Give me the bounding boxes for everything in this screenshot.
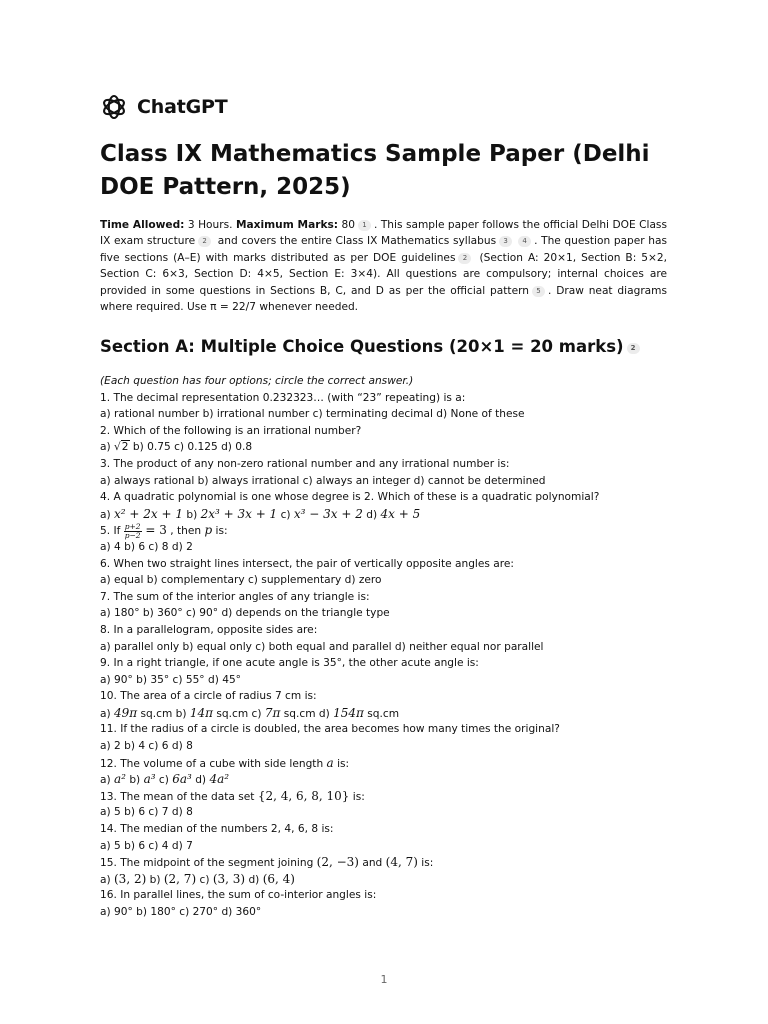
question-7: 7. The sum of the interior angles of any triangle is: (100, 590, 370, 603)
question-15 (100, 854, 670, 871)
citation-badge[interactable]: 4 (518, 236, 531, 247)
math-expression: x² + 2x + 1 (114, 506, 183, 521)
question-text: is: (212, 525, 228, 538)
question-text: and (358, 857, 386, 870)
brand-header (100, 93, 227, 121)
intro-text: . Draw neat diagrams where required. Use π = 22/7 whenever needed. (100, 284, 667, 314)
option-label: a) (100, 873, 114, 886)
math-expression: 6a³ (172, 772, 192, 787)
question-12-options (100, 771, 670, 788)
fraction-numerator: p+2 (124, 522, 141, 532)
question-8-options: a) parallel only b) equal only c) both equal and parallel d) neither equal nor parallel (100, 640, 544, 653)
option-label: b) (125, 774, 144, 787)
brand-name: ChatGPT (137, 96, 228, 118)
question-text: 15. The midpoint of the segment joining (100, 857, 317, 870)
intro-paragraph (100, 217, 667, 315)
question-14: 14. The median of the numbers 2, 4, 6, 8 is: (100, 823, 334, 836)
math-expression: 14π (189, 705, 214, 720)
math-expression: (3, 2) (114, 871, 147, 886)
option-label: b) (182, 508, 201, 521)
math-expression: (2, −3) (316, 855, 359, 870)
page-number: 1 (380, 973, 388, 986)
option-label: c) (155, 774, 173, 787)
option-text: sq.cm d) (280, 707, 334, 720)
option-label: d) (245, 873, 263, 886)
question-text: , then (166, 525, 205, 538)
section-instruction: (Each question has four options; circle the correct answer.) (100, 375, 414, 387)
question-text: is: (333, 757, 350, 770)
option-text: sq.cm (363, 707, 400, 720)
question-10: 10. The area of a circle of radius 7 cm is: (100, 690, 317, 703)
question-2-options (100, 439, 670, 456)
intro-text: and covers the entire Class IX Mathematics syllabus (214, 235, 497, 248)
option-label: b) (146, 873, 164, 886)
question-8: 8. In a parallelogram, opposite sides are: (100, 623, 318, 636)
fraction-denominator: p−2 (124, 531, 141, 541)
question-4: 4. A quadratic polynomial is one whose degree is 2. Which of these is a quadratic polynomial? (100, 491, 600, 504)
question-text: 13. The mean of the data set (100, 790, 258, 803)
option-label: a) (100, 707, 114, 720)
math-expression: (3, 3) (212, 871, 246, 886)
option-label: a) (100, 774, 114, 787)
option-text: b) 0.75 c) 0.125 d) 0.8 (129, 441, 253, 454)
time-value: 3 Hours. (187, 219, 233, 231)
marks-label: Maximum Marks: (235, 219, 339, 231)
option-label: c) (196, 873, 213, 886)
page-title: Class IX Mathematics Sample Paper (Delhi DOE Pattern, 2025) (100, 141, 650, 200)
question-9-options: a) 90° b) 35° c) 55° d) 45° (100, 673, 241, 686)
question-14-options: a) 5 b) 6 c) 4 d) 7 (100, 839, 193, 852)
question-10-options (100, 705, 670, 722)
option-text: sq.cm c) (213, 707, 265, 720)
question-list (100, 373, 670, 921)
math-expression: a³ (143, 772, 156, 787)
question-16-options: a) 90° b) 180° c) 270° d) 360° (100, 906, 262, 918)
option-label: d) (191, 774, 210, 787)
sqrt-symbol: √ (114, 441, 121, 454)
fraction (124, 523, 142, 540)
radicand: 2 (121, 441, 129, 454)
openai-logo-icon (100, 93, 128, 121)
question-6: 6. When two straight lines intersect, the pair of vertically opposite angles are: (100, 557, 514, 570)
question-1: 1. The decimal representation 0.232323… (with “23” repeating) is a: (100, 391, 466, 404)
question-16: 16. In parallel lines, the sum of co-interior angles is: (100, 889, 377, 902)
question-6-options: a) equal b) complementary c) supplementary d) zero (100, 574, 382, 587)
question-text: is: (349, 790, 365, 803)
question-3: 3. The product of any non-zero rational number and any irrational number is: (100, 457, 510, 470)
citation-badge[interactable]: 1 (358, 220, 371, 231)
question-13-options: a) 5 b) 6 c) 7 d) 8 (100, 806, 193, 819)
math-expression: 49π (114, 705, 138, 720)
question-2: 2. Which of the following is an irrational number? (100, 424, 362, 437)
citation-badge[interactable]: 3 (499, 236, 512, 247)
question-text: 5. If (100, 525, 124, 538)
question-12 (100, 755, 670, 772)
intro-text: . The question paper has five sections (A–E) with marks distributed as per DOE guidelines (100, 235, 667, 264)
question-3-options: a) always rational b) always irrational c) always an integer d) cannot be determined (100, 474, 546, 487)
math-variable: a (326, 755, 334, 770)
citation-badge[interactable]: 2 (198, 236, 211, 247)
question-5-options: a) 4 b) 6 c) 8 d) 2 (100, 540, 193, 553)
math-expression: 7π (264, 705, 281, 720)
math-expression: {2, 4, 6, 8, 10} (257, 788, 350, 803)
citation-badge[interactable]: 2 (627, 343, 640, 354)
math-expression: (2, 7) (163, 871, 197, 886)
intro-text: . This sample paper follows the official Delhi DOE Class IX exam structure (100, 219, 667, 248)
section-heading-text: Section A: Multiple Choice Questions (20×1 = 20 marks) (100, 337, 624, 356)
section-a-heading (100, 334, 643, 360)
math-expression: a² (114, 772, 126, 787)
citation-badge[interactable]: 5 (532, 286, 545, 297)
math-expression: 2x³ + 3x + 1 (200, 506, 278, 521)
question-text: 12. The volume of a cube with side length (100, 757, 327, 770)
option-label: d) (362, 508, 381, 521)
question-4-options (100, 506, 670, 523)
math-expression: x³ − 3x + 2 (293, 506, 363, 521)
marks-value: 80 (341, 219, 355, 231)
math-expression: 154π (333, 705, 364, 720)
question-text: is: (417, 857, 434, 870)
math-expression: = 3 (141, 523, 167, 538)
citation-badge[interactable]: 2 (458, 253, 471, 264)
option-text: sq.cm b) (137, 707, 190, 720)
question-9: 9. In a right triangle, if one acute angle is 35°, the other acute angle is: (100, 657, 479, 670)
time-label: Time Allowed: (100, 219, 185, 231)
question-11: 11. If the radius of a circle is doubled, the area becomes how many times the original? (100, 723, 560, 736)
math-expression: 4a² (209, 772, 230, 787)
option-label: c) (277, 508, 294, 521)
option-label: a) (100, 508, 114, 521)
question-15-options (100, 871, 670, 888)
math-variable: p (204, 523, 213, 538)
intro-text: (Section A: 20×1, Section B: 5×2, Section C: 6×3, Section D: 4×5, Section E: 3×4). All questions are compulsory; internal choices are provided in some questions in Sections B, C, and D as per the official pattern (100, 251, 667, 297)
question-13 (100, 788, 670, 805)
math-expression: (6, 4) (262, 871, 295, 886)
math-expression: 4x + 5 (380, 506, 421, 521)
option-label: a) (100, 441, 114, 454)
math-expression: (4, 7) (385, 855, 418, 870)
question-7-options: a) 180° b) 360° c) 90° d) depends on the triangle type (100, 607, 390, 620)
question-5 (100, 522, 670, 539)
question-1-options: a) rational number b) irrational number c) terminating decimal d) None of these (100, 408, 525, 421)
question-11-options: a) 2 b) 4 c) 6 d) 8 (100, 740, 193, 753)
